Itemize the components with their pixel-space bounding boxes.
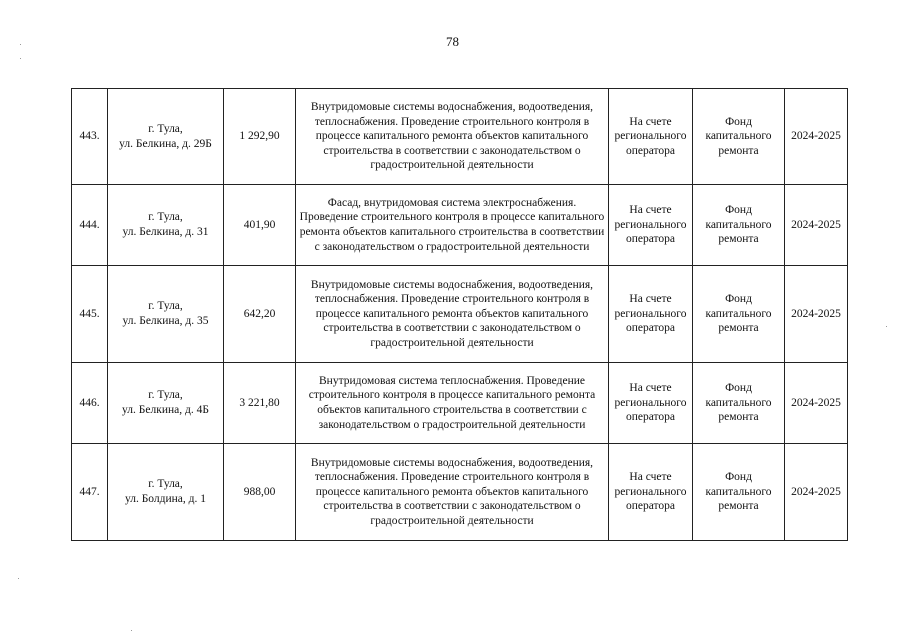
period-cell: 2024-2025 (785, 266, 848, 363)
works-cell: Фасад, внутридомовая система электроснабжения. Проведение строительного контроля в процессе капитального ремонта объектов капитального строительства в соответствии с законодательством о градостроительной деятельности (296, 185, 609, 266)
scan-speck (18, 578, 19, 579)
row-number: 445. (72, 266, 108, 363)
row-number: 447. (72, 444, 108, 541)
row-number: 444. (72, 185, 108, 266)
scan-speck (20, 44, 21, 45)
address-cell (108, 185, 224, 266)
works-cell: Внутридомовые системы водоснабжения, водоотведения, теплоснабжения. Проведение строительного контроля в процессе капитального ремонта объектов капитального строительства в соответствии с законодательством о градостроительной деятельности (296, 89, 609, 185)
area-cell: 642,20 (224, 266, 296, 363)
address-city: г. Тула, (148, 389, 183, 402)
address-city: г. Тула, (148, 122, 183, 135)
area-cell: 1 292,90 (224, 89, 296, 185)
period-cell: 2024-2025 (785, 89, 848, 185)
scan-speck (20, 58, 21, 59)
account-cell: На счете регионального оператора (609, 363, 693, 444)
area-cell: 401,90 (224, 185, 296, 266)
table-row (72, 444, 848, 541)
account-cell: На счете регионального оператора (609, 266, 693, 363)
address-cell (108, 363, 224, 444)
table-row (72, 89, 848, 185)
address-street: ул. Белкина, д. 29Б (119, 137, 212, 150)
fund-cell: Фонд капитального ремонта (693, 444, 785, 541)
area-cell: 988,00 (224, 444, 296, 541)
address-city: г. Тула, (148, 300, 183, 313)
table-row (72, 266, 848, 363)
address-cell (108, 266, 224, 363)
account-cell: На счете регионального оператора (609, 444, 693, 541)
period-cell: 2024-2025 (785, 363, 848, 444)
fund-cell: Фонд капитального ремонта (693, 185, 785, 266)
scan-speck (886, 326, 887, 327)
repair-program-table (71, 88, 848, 541)
area-cell: 3 221,80 (224, 363, 296, 444)
scan-speck (131, 630, 132, 631)
works-cell: Внутридомовая система теплоснабжения. Проведение строительного контроля в процессе капитального ремонта объектов капитального строительства в соответствии с законодательством о градостроительной деятельности (296, 363, 609, 444)
fund-cell: Фонд капитального ремонта (693, 363, 785, 444)
row-number: 443. (72, 89, 108, 185)
period-cell: 2024-2025 (785, 185, 848, 266)
works-cell: Внутридомовые системы водоснабжения, водоотведения, теплоснабжения. Проведение строительного контроля в процессе капитального ремонта объектов капитального строительства в соответствии с законодательством о градостроительной деятельности (296, 266, 609, 363)
table-row (72, 363, 848, 444)
period-cell: 2024-2025 (785, 444, 848, 541)
table-row (72, 185, 848, 266)
account-cell: На счете регионального оператора (609, 89, 693, 185)
fund-cell: Фонд капитального ремонта (693, 266, 785, 363)
address-street: ул. Белкина, д. 31 (122, 226, 209, 238)
address-street: ул. Белкина, д. 35 (122, 315, 209, 327)
account-cell: На счете регионального оператора (609, 185, 693, 266)
address-city: г. Тула, (148, 478, 183, 491)
page-number: 78 (446, 34, 459, 49)
row-number: 446. (72, 363, 108, 444)
address-city: г. Тула, (148, 211, 183, 224)
address-cell (108, 89, 224, 185)
address-street: ул. Белкина, д. 4Б (122, 404, 209, 416)
address-cell (108, 444, 224, 541)
works-cell: Внутридомовые системы водоснабжения, водоотведения, теплоснабжения. Проведение строительного контроля в процессе капитального ремонта объектов капитального строительства в соответствии с законодательством о градостроительной деятельности (296, 444, 609, 541)
address-street: ул. Болдина, д. 1 (124, 493, 207, 505)
fund-cell: Фонд капитального ремонта (693, 89, 785, 185)
